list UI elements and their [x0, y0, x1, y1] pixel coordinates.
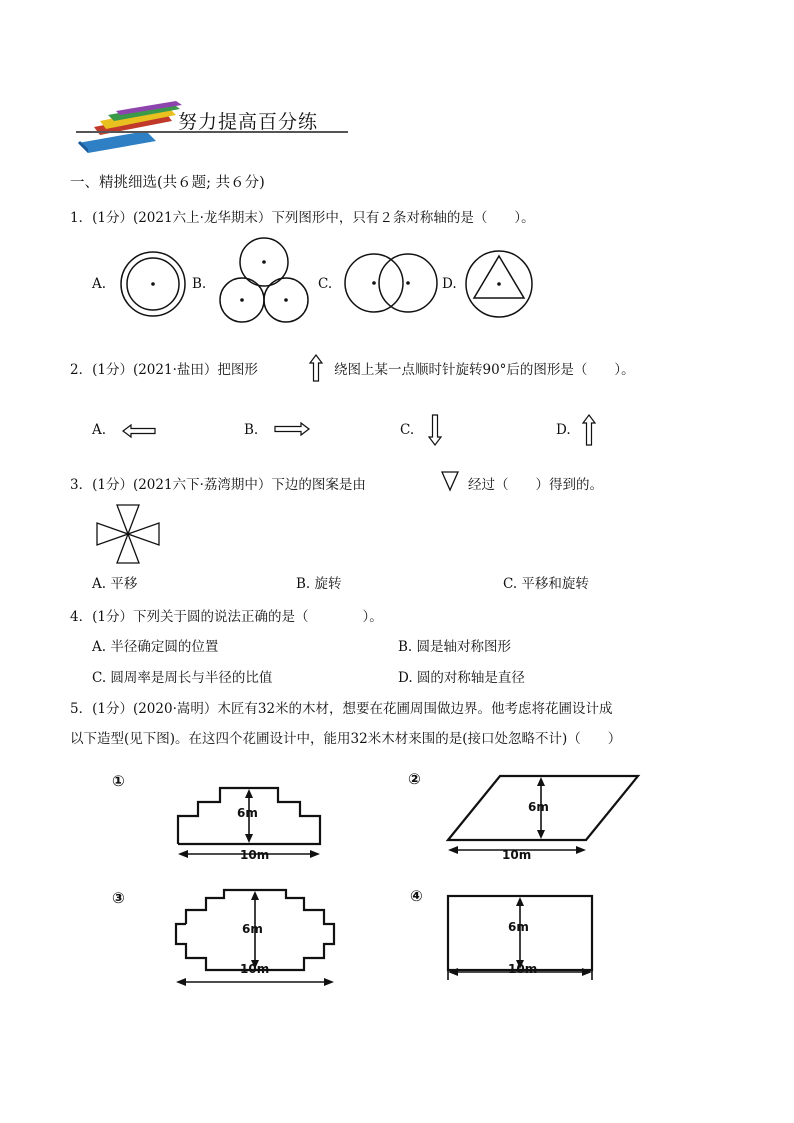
q2-up-arrow-icon — [309, 354, 323, 382]
q5-figure-2-height: 6m — [528, 800, 549, 814]
q3-option-b[interactable]: B. 旋转 — [296, 576, 342, 592]
q5-figure-4-height: 6m — [508, 920, 529, 934]
q5-figure-2-parallelogram — [440, 770, 650, 866]
q4-option-c[interactable]: C. 圆周率是周长与半径的比值 — [92, 670, 273, 686]
banner-underline — [76, 128, 356, 136]
q5-figure-2-marker: ② — [408, 770, 421, 788]
q3-option-c[interactable]: C. 平移和旋转 — [503, 576, 589, 592]
q5-figure-4-marker: ④ — [410, 887, 423, 905]
q3-down-triangle-icon — [440, 470, 460, 492]
q1-option-d[interactable]: D. — [442, 276, 457, 292]
section-heading: 一、精挑细选(共６题; 共６分) — [70, 175, 265, 191]
q2-option-d-up-arrow-icon — [582, 414, 596, 446]
q3-stem-before: 3．(1分）(2021六下·荔湾期中）下边的图案是由 — [70, 477, 366, 493]
q3-pinwheel-figure — [95, 503, 161, 565]
q2-option-d[interactable]: D. — [556, 422, 571, 438]
q1-figure-d-triangle-in-circle — [463, 248, 535, 320]
q1-figure-b-three-circles — [216, 234, 312, 324]
q3-option-a[interactable]: A. 平移 — [92, 576, 138, 592]
q5-figure-3-height: 6m — [242, 922, 263, 936]
q5-figure-4-width: 10m — [508, 962, 538, 976]
q5-stem-line2: 以下造型(见下图)。在这四个花圃设计中，能用32米木材来围的是(接口处忽略不计)（ ） — [70, 731, 622, 747]
q1-option-b[interactable]: B. — [192, 276, 207, 292]
q1-option-c[interactable]: C. — [318, 276, 333, 292]
q5-figure-3-cross-stepped-shape — [170, 884, 340, 994]
q2-stem-before: 2．(1分）(2021·盐田）把图形 — [70, 362, 258, 378]
q4-option-a[interactable]: A. 半径确定圆的位置 — [92, 639, 219, 655]
q3-stem-after: 经过（ ）得到的。 — [468, 477, 603, 493]
q5-figure-1-height: 6m — [237, 806, 258, 820]
q2-option-b[interactable]: B. — [244, 422, 259, 438]
q1-stem: 1．(1分）(2021六上·龙华期末）下列图形中，只有２条对称轴的是（ ）。 — [70, 210, 535, 226]
banner-title: 努力提高百分练 — [178, 111, 319, 133]
q2-right-arrow-icon — [274, 422, 310, 436]
q4-option-d[interactable]: D. 圆的对称轴是直径 — [398, 670, 525, 686]
q1-option-a[interactable]: A. — [92, 276, 107, 292]
q5-figure-1-marker: ① — [112, 772, 125, 790]
q5-figure-3-marker: ③ — [112, 889, 125, 907]
q2-left-arrow-icon — [122, 424, 156, 438]
q5-stem-line1: 5．(1分）(2020·嵩明）木匠有32米的木材，想要在花圃周围做边界。他考虑将花圃设计成 — [70, 701, 613, 717]
q2-option-a[interactable]: A. — [92, 422, 107, 438]
q2-option-c[interactable]: C. — [400, 422, 415, 438]
q2-stem-after: 绕图上某一点顺时针旋转90°后的图形是（ ）。 — [334, 362, 635, 378]
q4-stem: 4．(1分）下列关于圆的说法正确的是（ ）。 — [70, 609, 383, 625]
q5-figure-2-width: 10m — [502, 848, 532, 862]
q4-option-b[interactable]: B. 圆是轴对称图形 — [398, 639, 512, 655]
q1-figure-c-overlapping-circles — [344, 251, 440, 317]
q5-figure-1-width: 10m — [240, 848, 270, 862]
q5-figure-3-width: 10m — [240, 962, 270, 976]
q2-down-arrow-icon — [428, 414, 442, 446]
q1-figure-a-concentric-circles — [118, 249, 188, 319]
